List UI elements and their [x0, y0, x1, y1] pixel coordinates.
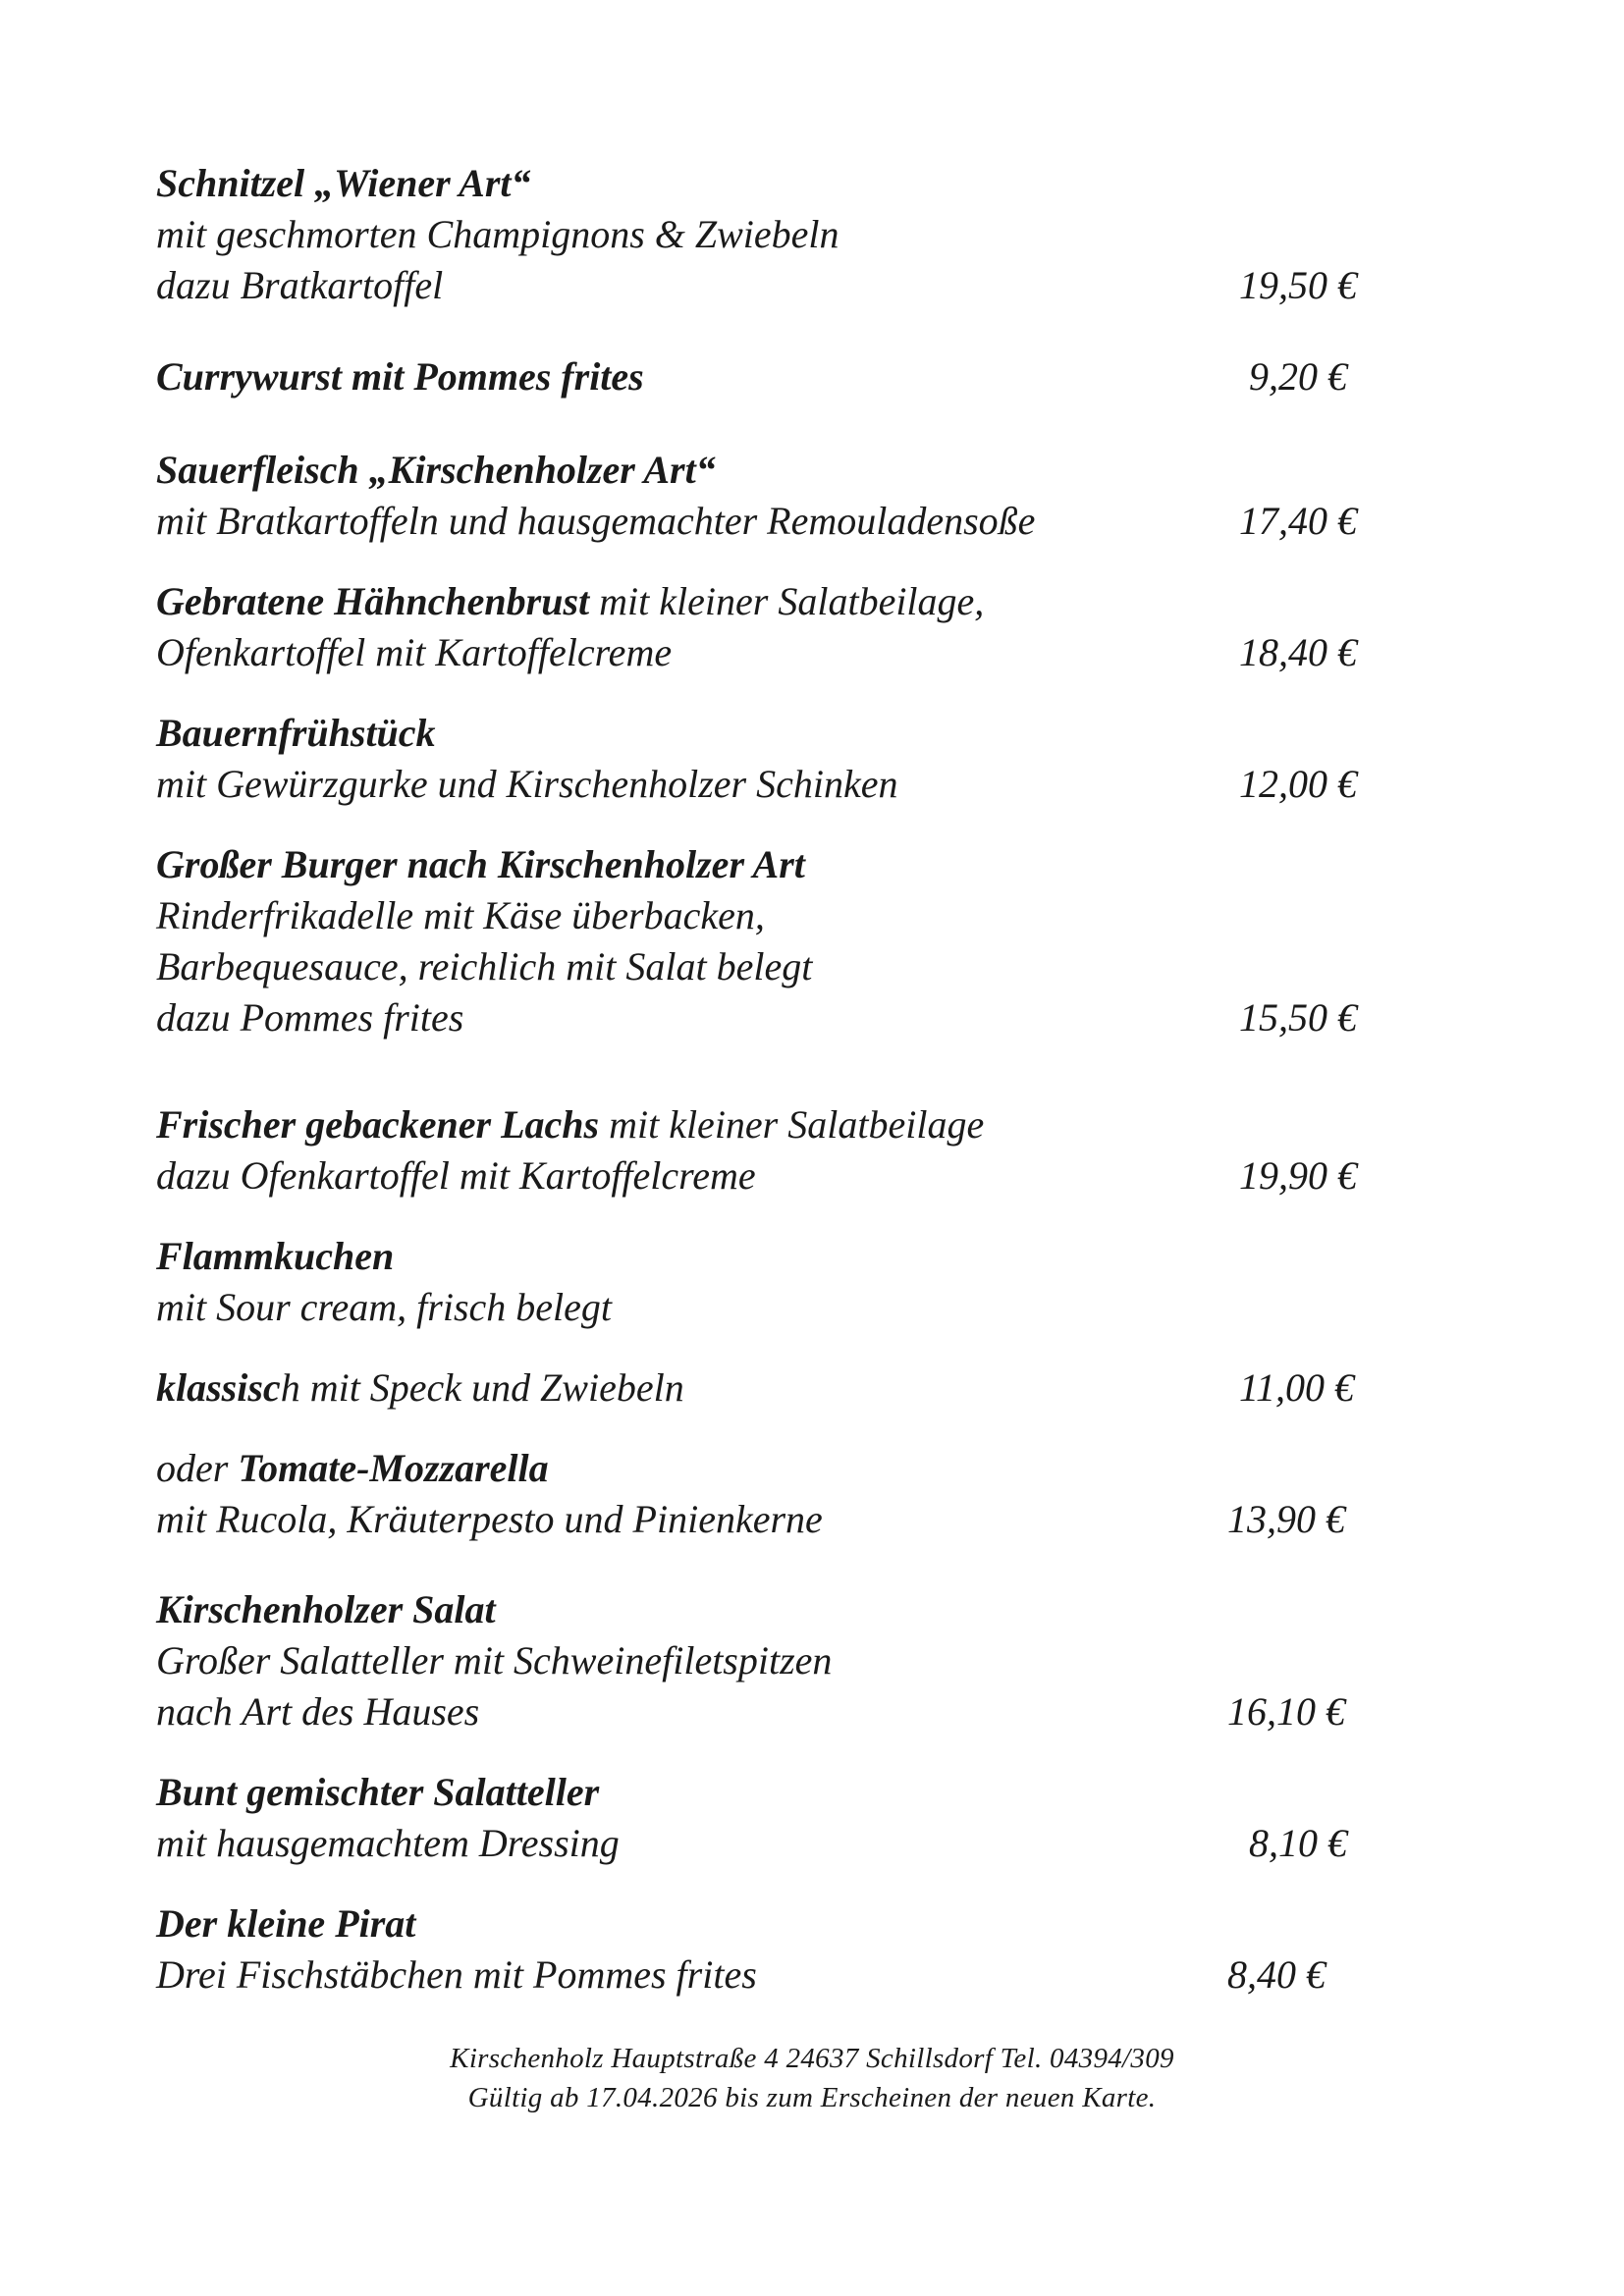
- item-price: 8,40 €: [1227, 1952, 1326, 1997]
- footer-address: Kirschenholz Hauptstraße 4 24637 Schillsdorf Tel. 04394/309: [450, 2043, 1174, 2074]
- item-description: Drei Fischstäbchen mit Pommes frites: [156, 1952, 757, 1997]
- item-price: 11,00 €: [1239, 1365, 1355, 1410]
- item-title-rest: mit kleiner Salatbeilage: [599, 1102, 985, 1147]
- item-price: 8,10 €: [1249, 1821, 1347, 1865]
- item-title-line: [156, 578, 984, 625]
- item-description: dazu Pommes frites: [156, 995, 464, 1040]
- item-price: 19,50 €: [1239, 263, 1357, 307]
- item-price: 19,90 €: [1239, 1153, 1357, 1198]
- item-title-line: [156, 1101, 984, 1148]
- item-title: Currywurst mit Pommes frites: [156, 354, 644, 399]
- variant-line: [156, 1364, 684, 1412]
- item-title: Bauernfrühstück: [156, 711, 436, 755]
- variant-title: Tomate-Mozzarella: [238, 1446, 549, 1490]
- item-title: Schnitzel „Wiener Art“: [156, 161, 531, 205]
- item-title: Bunt gemischter Salatteller: [156, 1770, 600, 1814]
- item-title: Der kleine Pirat: [156, 1901, 416, 1946]
- item-description: mit hausgemachtem Dressing: [156, 1821, 620, 1865]
- item-description: mit geschmorten Champignons & Zwiebeln: [156, 212, 839, 256]
- item-description: dazu Ofenkartoffel mit Kartoffelcreme: [156, 1153, 756, 1198]
- item-title: Großer Burger nach Kirschenholzer Art: [156, 842, 805, 886]
- variant-title: klassisc: [156, 1365, 281, 1410]
- item-description: nach Art des Hauses: [156, 1689, 480, 1734]
- item-price: 18,40 €: [1239, 630, 1357, 674]
- item-price: 12,00 €: [1239, 762, 1357, 806]
- item-description: mit Gewürzgurke und Kirschenholzer Schinken: [156, 762, 898, 806]
- item-description: mit Bratkartoffeln und hausgemachter Remouladensoße: [156, 499, 1036, 543]
- item-price: 17,40 €: [1239, 499, 1357, 543]
- item-title-rest: mit kleiner Salatbeilage,: [589, 579, 985, 623]
- item-price: 15,50 €: [1239, 995, 1357, 1040]
- item-description: Barbequesauce, reichlich mit Salat belegt: [156, 944, 813, 988]
- item-description: mit Rucola, Kräuterpesto und Pinienkerne: [156, 1497, 823, 1541]
- footer-validity: Gültig ab 17.04.2026 bis zum Erscheinen der neuen Karte.: [467, 2082, 1157, 2113]
- item-title: Kirschenholzer Salat: [156, 1587, 496, 1631]
- item-description: mit Sour cream, frisch belegt: [156, 1285, 613, 1329]
- item-description: Ofenkartoffel mit Kartoffelcreme: [156, 630, 673, 674]
- item-title: Frischer gebackener Lachs: [156, 1102, 600, 1147]
- item-description: Großer Salatteller mit Schweinefiletspitzen: [156, 1638, 833, 1682]
- variant-rest: h mit Speck und Zwiebeln: [280, 1365, 684, 1410]
- item-title: Flammkuchen: [156, 1234, 395, 1278]
- variant-line: [156, 1445, 549, 1492]
- item-price: 16,10 €: [1227, 1689, 1345, 1734]
- variant-prefix: oder: [156, 1446, 239, 1490]
- item-description: Rinderfrikadelle mit Käse überbacken,: [156, 893, 765, 937]
- item-description: dazu Bratkartoffel: [156, 263, 444, 307]
- item-price: 9,20 €: [1249, 354, 1347, 399]
- item-price: 13,90 €: [1227, 1497, 1345, 1541]
- item-title: Sauerfleisch „Kirschenholzer Art“: [156, 448, 716, 492]
- item-title: Gebratene Hähnchenbrust: [156, 579, 590, 623]
